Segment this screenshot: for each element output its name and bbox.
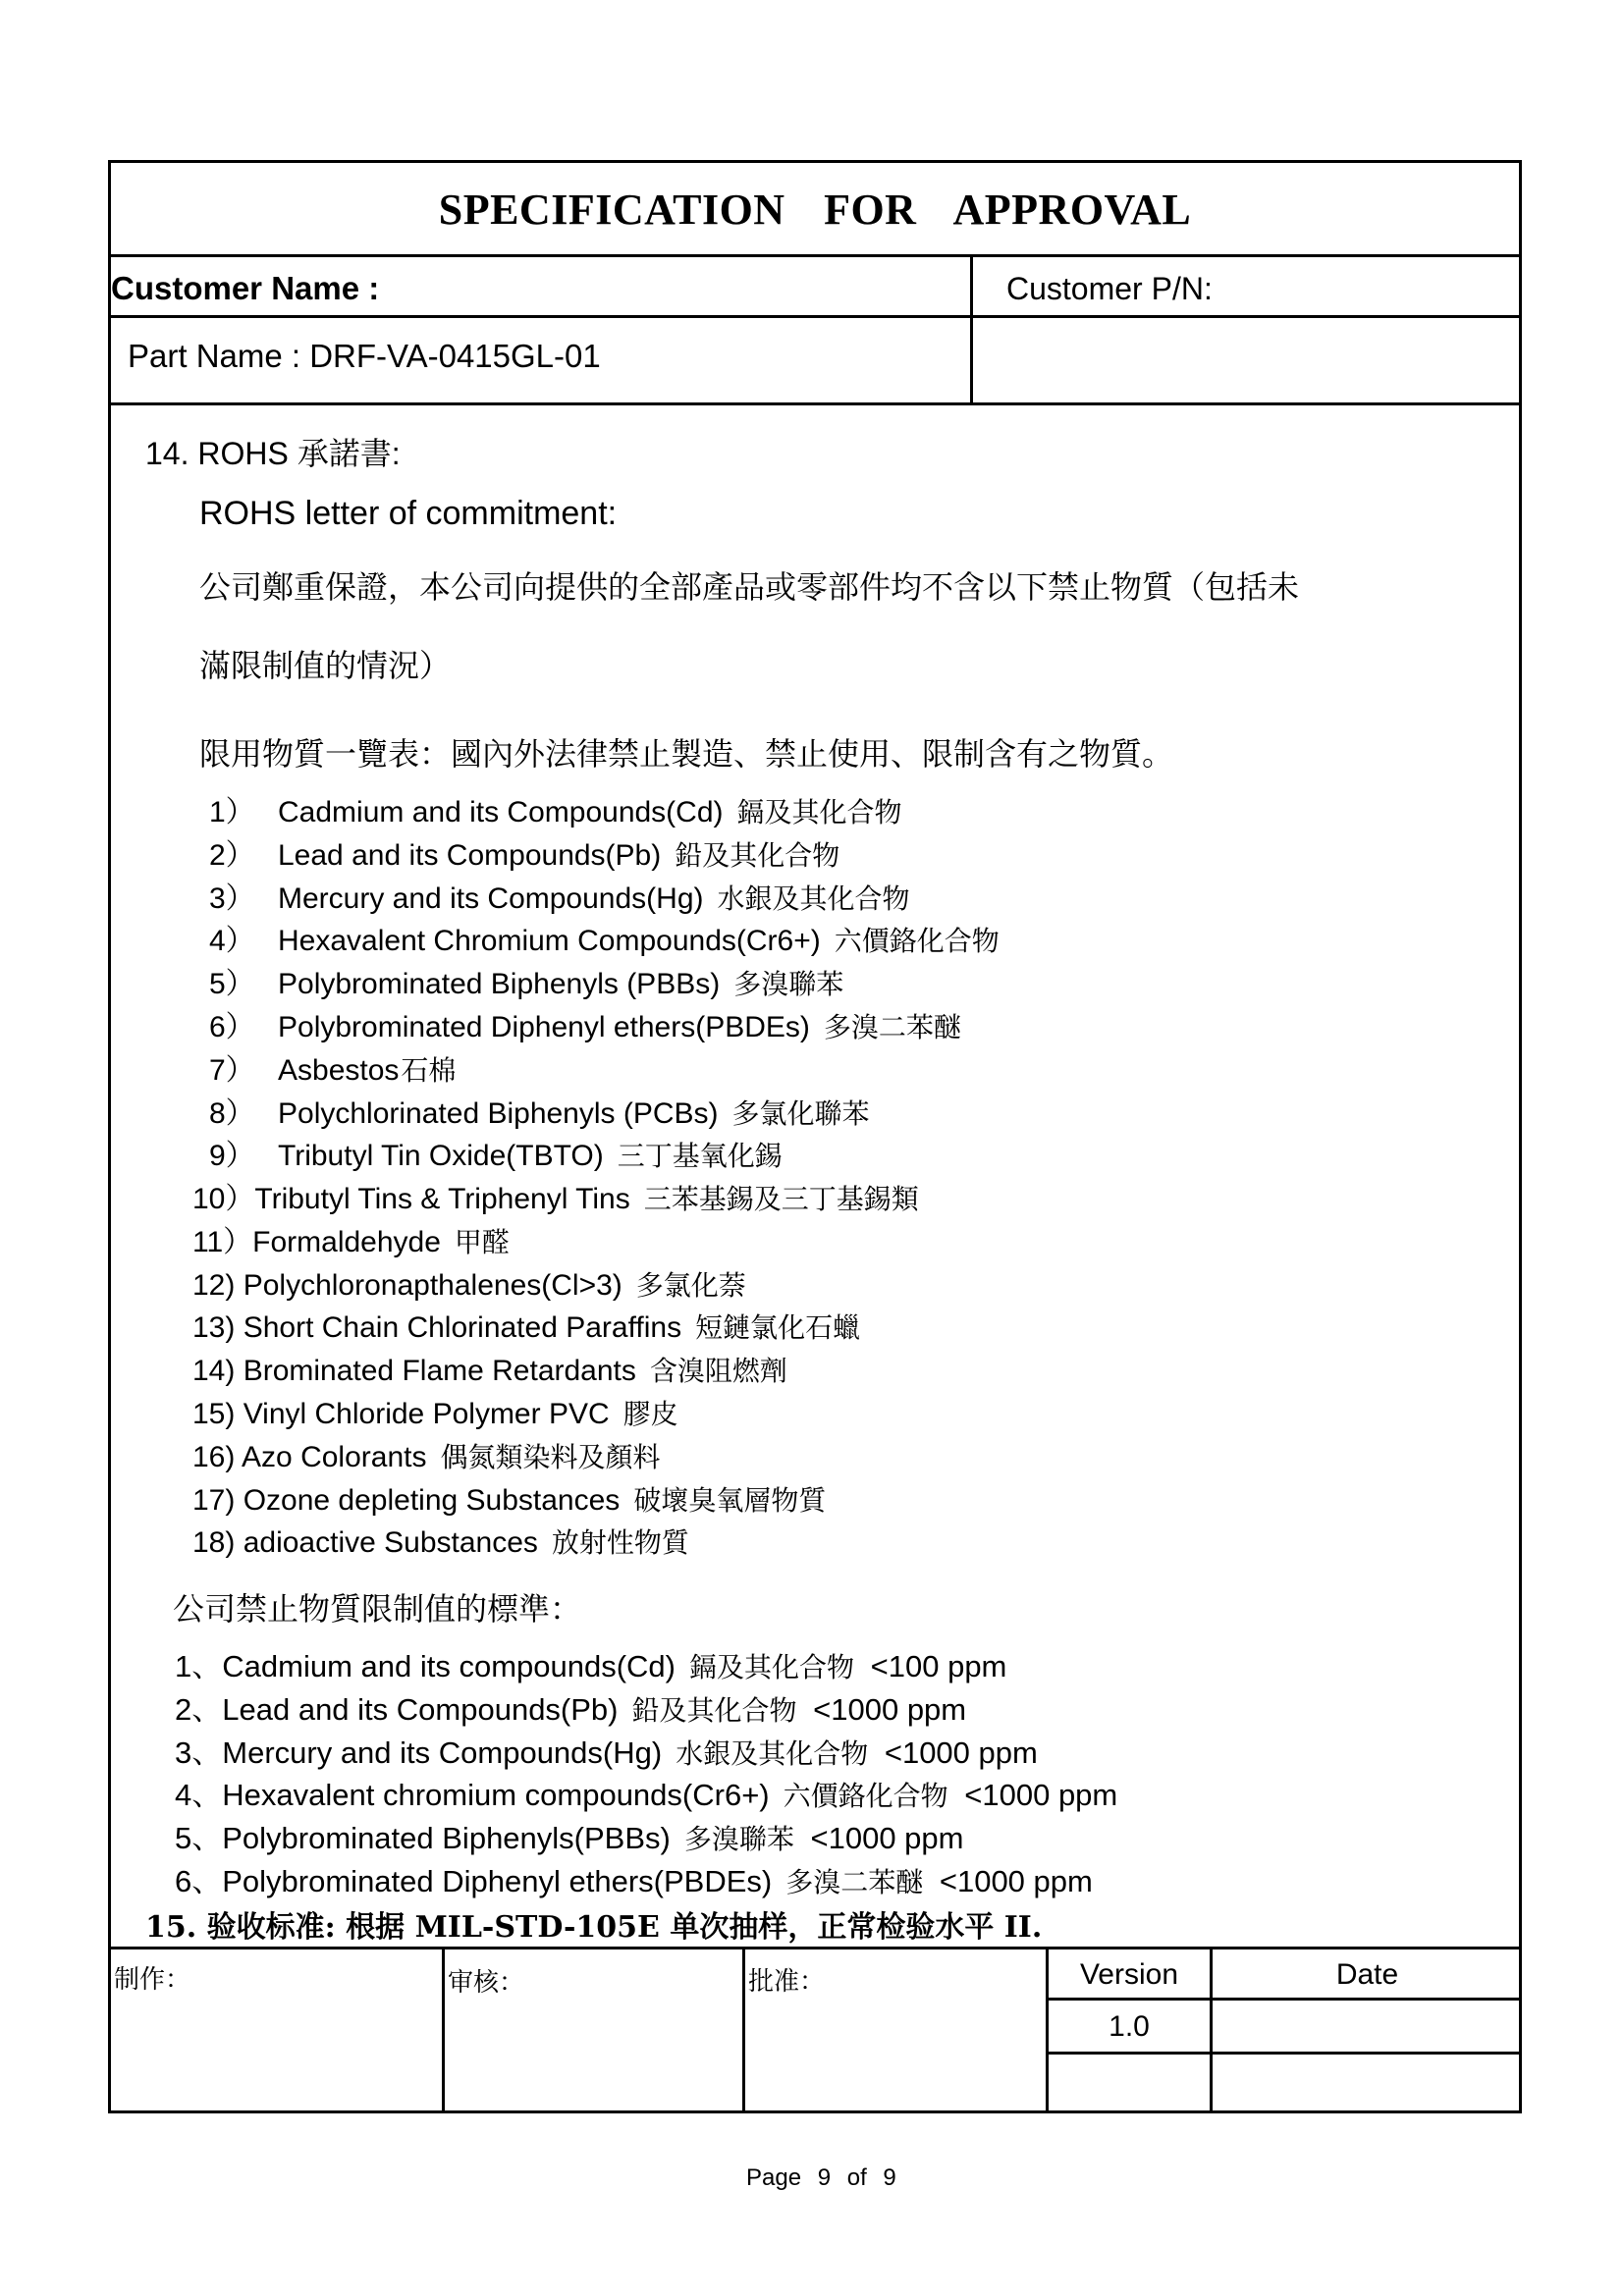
limits-list bbox=[175, 1645, 1117, 1903]
list-item: 16) Azo Colorants 偶氮類染料及顏料 bbox=[192, 1440, 661, 1473]
list-item: 11）Formaldehyde 甲醛 bbox=[192, 1225, 510, 1258]
list-item: 9） Tributyl Tin Oxide(TBTO) 三丁基氧化錫 bbox=[209, 1140, 783, 1173]
list-item: 1、Cadmium and its compounds(Cd) 鎘及其化合物 <100 ppm bbox=[175, 1649, 1007, 1683]
rule-version-2 bbox=[1046, 2052, 1522, 2055]
version-value: 1.0 bbox=[1109, 2010, 1150, 2043]
list-item: 2、Lead and its Compounds(Pb) 鉛及其化合物 <1000 ppm bbox=[175, 1691, 967, 1727]
statement-line-1: 公司鄭重保證，本公司向提供的全部產品或零部件均不含以下禁止物質（包括未 bbox=[199, 568, 1300, 606]
version-label: Version bbox=[1079, 1958, 1179, 1991]
list-item: 6） Polybrominated Diphenyl ethers(PBDEs) 多溴二苯醚 bbox=[209, 1010, 961, 1043]
section-15-acceptance: 15. 验收标准: 根据 MIL-STD-105E 单次抽样，正常检验水平 II. bbox=[145, 1910, 1043, 1945]
customer-name-label: Customer Name : bbox=[111, 270, 380, 306]
list-item: 17) Ozone depleting Substances 破壞臭氧層物質 bbox=[192, 1483, 827, 1517]
list-item: 5、Polybrominated Biphenyls(PBBs) 多溴聯苯 <1000 ppm bbox=[175, 1821, 964, 1856]
list-item: 8） Polychlorinated Biphenyls (PCBs) 多氯化聯苯 bbox=[209, 1096, 870, 1130]
substance-list-1 bbox=[209, 791, 1000, 1178]
list-item: 14) Brominated Flame Retardants 含溴阻燃劑 bbox=[192, 1355, 787, 1388]
rule-signoff bbox=[108, 1947, 1522, 1949]
rule-customer-split bbox=[970, 254, 973, 405]
list-item: 7） Asbestos石棉 bbox=[209, 1053, 457, 1087]
list-item: 3、Mercury and its Compounds(Hg) 水銀及其化合物 <1000 ppm bbox=[175, 1735, 1038, 1770]
list-item: 12) Polychloronapthalenes(Cl>3) 多氯化萘 bbox=[192, 1268, 746, 1302]
part-name: Part Name : DRF-VA-0415GL-01 bbox=[128, 338, 601, 374]
limits-title: 公司禁止物質限制值的標準： bbox=[173, 1590, 582, 1628]
rule-customer bbox=[108, 315, 1522, 318]
section-14-heading: 14. ROHS 承諾書: bbox=[145, 436, 401, 471]
page-number: Page 9 of 9 bbox=[746, 2164, 896, 2191]
customer-pn-label: Customer P/N: bbox=[1006, 271, 1213, 306]
list-item: 13) Short Chain Chlorinated Paraffins 短鏈氯化石蠟 bbox=[192, 1311, 861, 1345]
list-item: 1） Cadmium and its Compounds(Cd) 鎘及其化合物 bbox=[209, 796, 902, 828]
list-item: 6、Polybrominated Diphenyl ethers(PBDEs) 多溴二苯醚 <1000 ppm bbox=[175, 1863, 1093, 1898]
rule-version-1 bbox=[1046, 1998, 1522, 2001]
list-item: 15) Vinyl Chloride Polymer PVC 膠皮 bbox=[192, 1397, 678, 1430]
list-item: 4、Hexavalent chromium compounds(Cr6+) 六價鉻化合物 <1000 ppm bbox=[175, 1778, 1118, 1813]
list-item: 2） Lead and its Compounds(Pb) 鉛及其化合物 bbox=[209, 838, 840, 872]
substance-list-2 bbox=[192, 1178, 919, 1565]
rohs-letter-heading: ROHS letter of commitment: bbox=[199, 495, 618, 532]
rule-title bbox=[108, 254, 1522, 257]
rule-sign-2 bbox=[742, 1947, 745, 2113]
list-item: 4） Hexavalent Chromium Compounds(Cr6+) 六價鉻化合物 bbox=[209, 925, 1000, 958]
rule-sign-1 bbox=[442, 1947, 445, 2113]
date-label: Date bbox=[1335, 1958, 1399, 1991]
list-item: 18) adioactive Substances 放射性物質 bbox=[192, 1526, 689, 1560]
list-item: 10）Tributyl Tins & Triphenyl Tins 三苯基錫及三丁基錫類 bbox=[192, 1183, 919, 1215]
restricted-list-title: 限用物質一覽表：國內外法律禁止製造、禁止使用、限制含有之物質。 bbox=[199, 735, 1174, 773]
statement-line-2: 滿限制值的情況） bbox=[199, 647, 452, 684]
list-item: 5） Polybrominated Biphenyls (PBBs) 多溴聯苯 bbox=[209, 968, 844, 1001]
approved-by-label: 批准： bbox=[748, 1967, 826, 1997]
document-title: SPECIFICATION FOR APPROVAL bbox=[438, 186, 1192, 234]
rule-part bbox=[108, 402, 1522, 405]
reviewed-by-label: 审核： bbox=[448, 1968, 525, 1998]
list-item: 3） Mercury and its Compounds(Hg) 水銀及其化合物 bbox=[209, 881, 910, 915]
made-by-label: 制作： bbox=[114, 1965, 191, 1995]
